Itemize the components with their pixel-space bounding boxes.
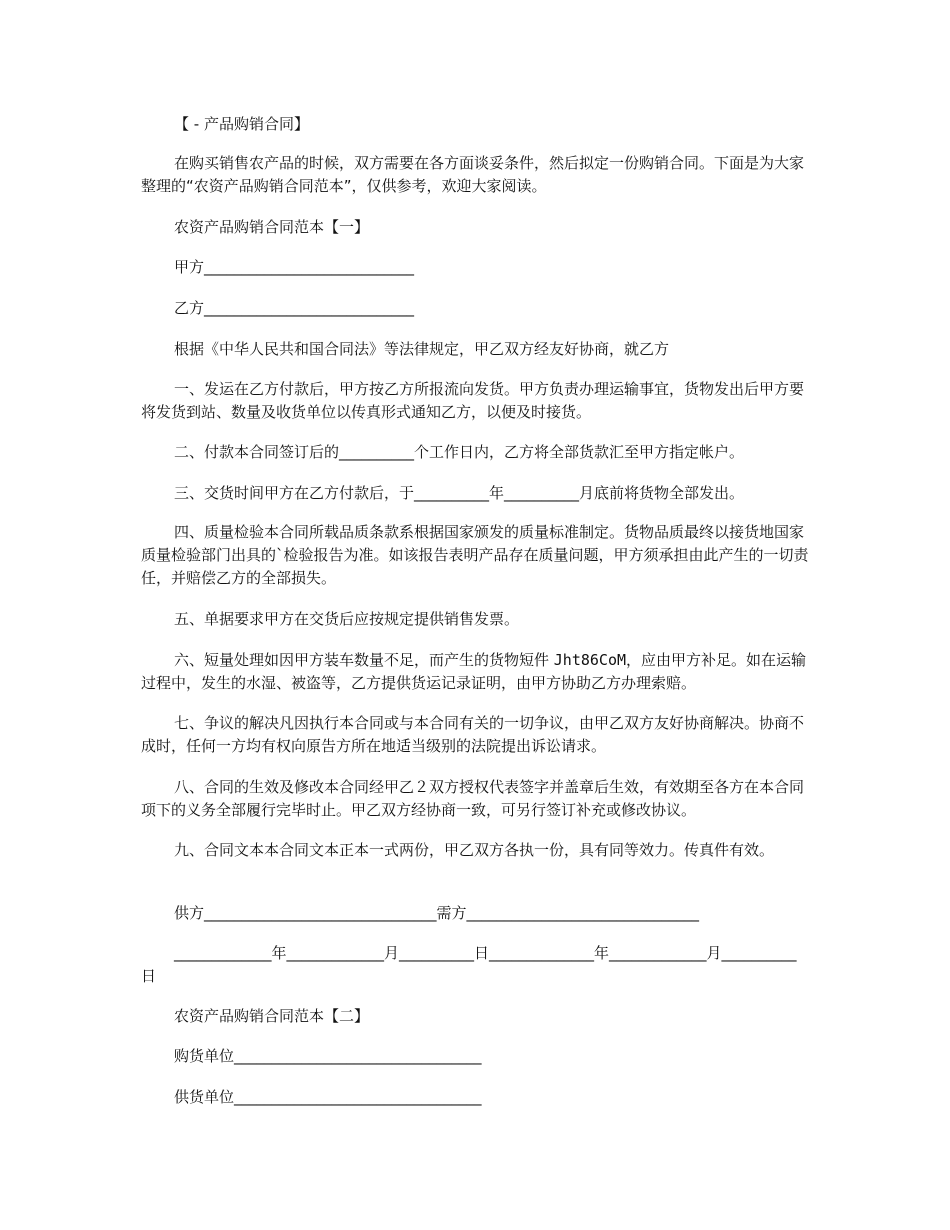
section-1-title: 农资产品购销合同范本【一】	[174, 218, 370, 236]
signature-line: 供方_______________________________需方_______________________________	[174, 904, 700, 922]
section-2-title: 农资产品购销合同范本【二】	[174, 1007, 370, 1025]
clause-2: 二、付款本合同签订后的__________个工作日内，乙方将全部货款汇至甲方指定帐户。	[174, 443, 745, 461]
clause-4: 四、质量检验本合同所载品质条款系根据国家颁发的质量标准制定。货物品质最终以接货地国家质量检验部门出具的`检验报告为准。如该报告表明产品存在质量问题，甲方须承担由此产生的一切责任，并赔偿乙方的全部损失。	[141, 523, 809, 587]
party-a-line: 甲方____________________________	[174, 258, 415, 276]
clause-7: 七、争议的解决凡因执行本合同或与本合同有关的一切争议，由甲乙双方友好协商解决。协商不成时，任何一方均有权向原告方所在地适当级别的法院提出诉讼请求。	[141, 714, 805, 755]
clause-9: 九、合同文本本合同文本正本一式两份，甲乙双方各执一份，具有同等效力。传真件有效。	[174, 841, 775, 859]
clause-5: 五、单据要求甲方在交货后应按规定提供销售发票。	[174, 610, 520, 628]
clause-6-text-a: 六、短量处理如因甲方装车数量不足，而产生的货物短件	[174, 651, 554, 669]
clause-6-code: Jht86CoM	[553, 651, 627, 669]
clause-8: 八、合同的生效及修改本合同经甲乙２双方授权代表签字并盖章后生效，有效期至各方在本合同项下的义务全部履行完毕时止。甲乙双方经协商一致，可另行签订补充或修改协议。	[141, 778, 805, 819]
clause-1: 一、发运在乙方付款后，甲方按乙方所报流向发货。甲方负责办理运输事宜，货物发出后甲方要将发货到站、数量及收货单位以传真形式通知乙方，以便及时接货。	[141, 380, 805, 421]
clause-6-text-b: ，应由甲方补足。如在运输过程中，发生的水湿、被盗等，乙方提供货运记录证明，由甲方协助乙方办理索赔。	[141, 651, 807, 692]
clause-3: 三、交货时间甲方在乙方付款后，于__________年__________月底前将货物全部发出。	[174, 484, 745, 502]
legal-basis-paragraph: 根据《中华人民共和国合同法》等法律规定，甲乙双方经友好协商，就乙方	[174, 340, 670, 358]
clause-6	[141, 649, 811, 695]
buyer-unit-line: 购货单位_________________________________	[174, 1047, 482, 1065]
intro-paragraph: 在购买销售农产品的时候，双方需要在各方面谈妥条件，然后拟定一份购销合同。下面是为大家整理的“农资产品购销合同范本”，仅供参考，欢迎大家阅读。	[141, 154, 805, 195]
party-b-line: 乙方____________________________	[174, 299, 415, 317]
supplier-unit-line: 供货单位_________________________________	[174, 1088, 482, 1106]
date-line: _____________年_____________月__________日______________年_____________月__________日	[141, 944, 797, 985]
document-header: 【 - 产品购销合同】	[174, 115, 309, 133]
